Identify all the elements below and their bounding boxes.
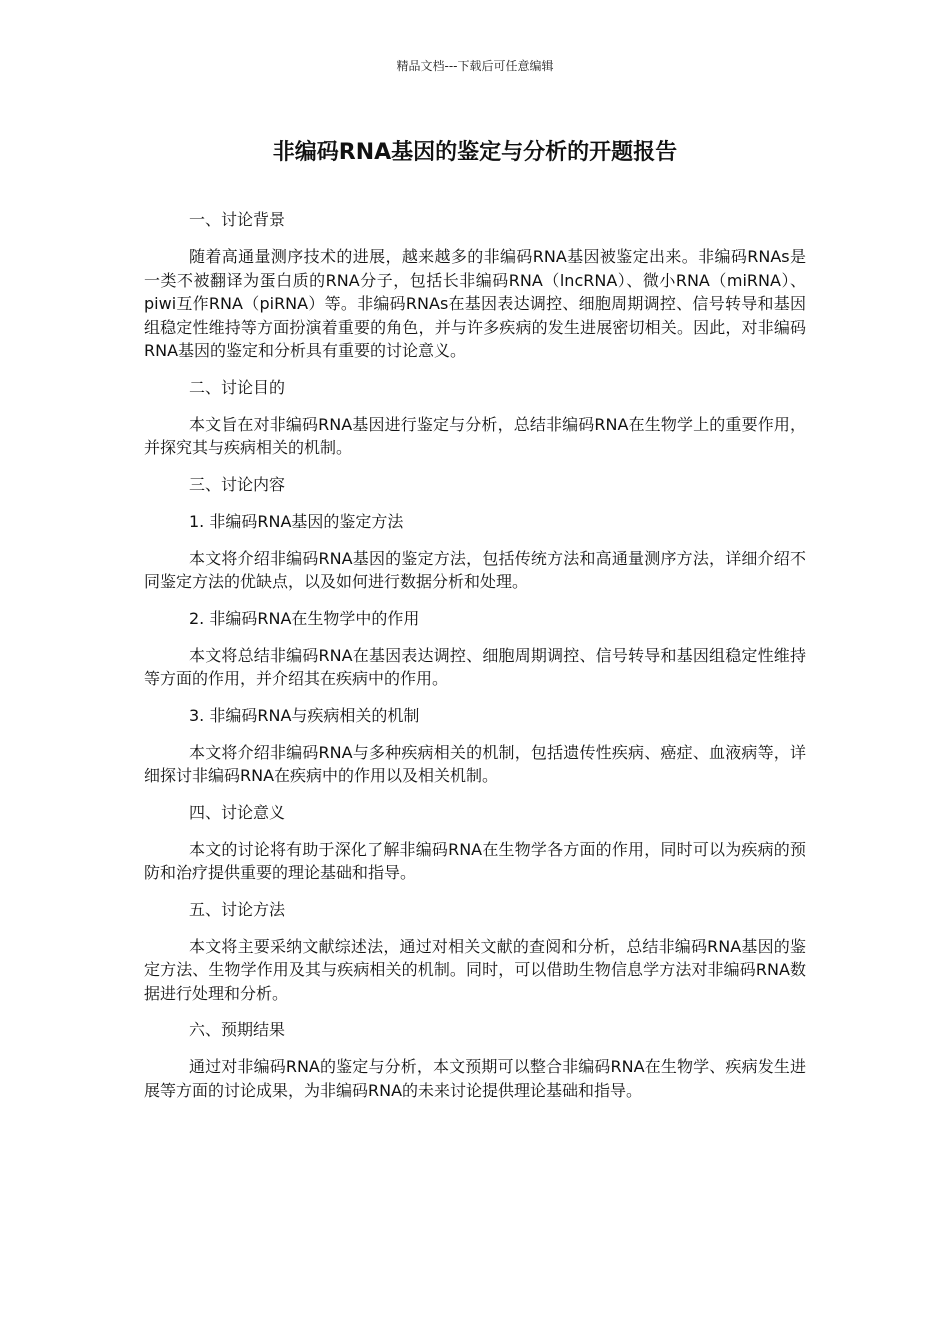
section-paragraph-purpose: 本文旨在对非编码RNA基因进行鉴定与分析，总结非编码RNA在生物学上的重要作用，并探究其与疾病相关的机制。 (144, 414, 806, 457)
section-paragraph-background: 随着高通量测序技术的进展，越来越多的非编码RNA基因被鉴定出来。非编码RNAs是一类不被翻译为蛋白质的RNA分子，包括长非编码RNA（lncRNA）、微小RNA（miRNA）、piwi互作RNA（piRNA）等。非编码RNAs在基因表达调控、细胞周期调控、信号转导和基因组稳定性维持等方面扮演着重要的角色，并与许多疾病的发生进展密切相关。因此，对非编码RNA基因的鉴定和分析具有重要的讨论意义。 (144, 247, 806, 360)
subsection-heading-identification-methods: 1. 非编码RNA基因的鉴定方法 (189, 511, 404, 531)
page-header: 精品文档---下载后可任意编辑 (396, 59, 554, 73)
document-body (144, 208, 806, 1115)
subsection-paragraph-identification-methods: 本文将介绍非编码RNA基因的鉴定方法，包括传统方法和高通量测序方法，详细介绍不同鉴定方法的优缺点，以及如何进行数据分析和处理。 (144, 548, 806, 591)
section-heading-background: 一、讨论背景 (189, 210, 286, 229)
subsection-paragraph-disease-mechanisms: 本文将介绍非编码RNA与多种疾病相关的机制，包括遗传性疾病、癌症、血液病等，详细探讨非编码RNA在疾病中的作用以及相关机制。 (144, 742, 806, 785)
section-heading-significance: 四、讨论意义 (189, 802, 286, 822)
subsection-heading-biological-roles: 2. 非编码RNA在生物学中的作用 (189, 608, 420, 628)
section-heading-content: 三、讨论内容 (189, 474, 286, 494)
section-paragraph-methods: 本文将主要采纳文献综述法，通过对相关文献的查阅和分析，总结非编码RNA基因的鉴定方法、生物学作用及其与疾病相关的机制。同时，可以借助生物信息学方法对非编码RNA数据进行处理和分析。 (144, 936, 806, 1003)
section-paragraph-significance: 本文的讨论将有助于深化了解非编码RNA在生物学各方面的作用，同时可以为疾病的预防和治疗提供重要的理论基础和指导。 (144, 839, 806, 882)
document-title: 非编码RNA基因的鉴定与分析的开题报告 (272, 140, 678, 165)
section-paragraph-expected-results: 通过对非编码RNA的鉴定与分析，本文预期可以整合非编码RNA在生物学、疾病发生进展等方面的讨论成果，为非编码RNA的未来讨论提供理论基础和指导。 (144, 1057, 806, 1100)
subsection-heading-disease-mechanisms: 3. 非编码RNA与疾病相关的机制 (189, 705, 420, 725)
section-heading-methods: 五、讨论方法 (189, 899, 286, 919)
subsection-paragraph-biological-roles: 本文将总结非编码RNA在基因表达调控、细胞周期调控、信号转导和基因组稳定性维持等方面的作用，并介绍其在疾病中的作用。 (144, 645, 806, 688)
section-heading-expected-results: 六、预期结果 (189, 1020, 286, 1039)
section-heading-purpose: 二、讨论目的 (189, 377, 286, 397)
